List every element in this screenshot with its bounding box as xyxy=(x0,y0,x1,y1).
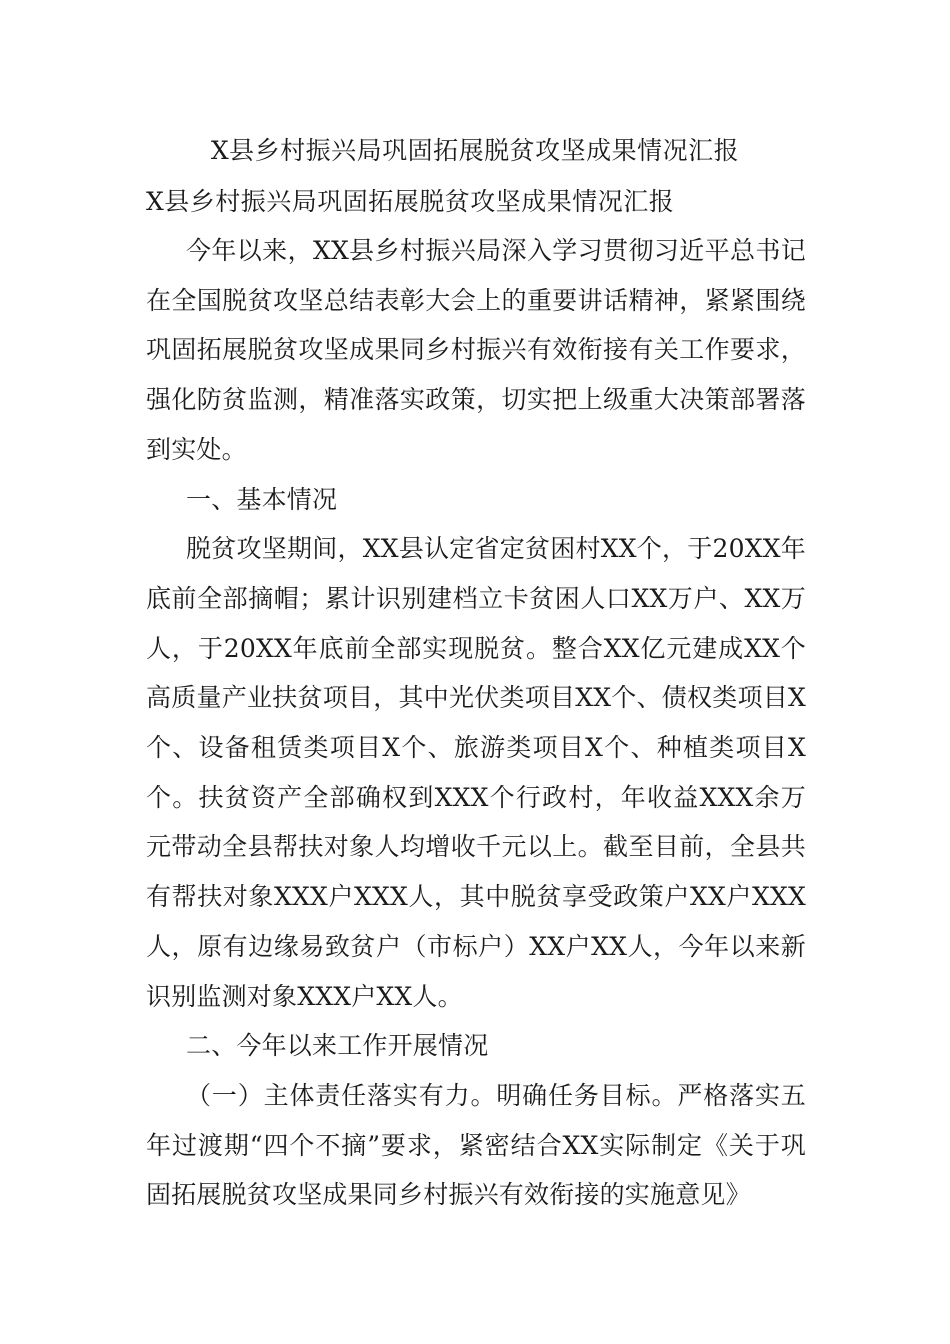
document-body xyxy=(146,226,806,1220)
document-title: X县乡村振兴局巩固拓展脱贫攻坚成果情况汇报 xyxy=(210,136,740,165)
section-heading-work: 二、今年以来工作开展情况 xyxy=(186,1031,489,1061)
document-subtitle: X县乡村振兴局巩固拓展脱贫攻坚成果情况汇报 xyxy=(146,187,675,216)
paragraph-basic-situation: 脱贫攻坚期间，XX县认定省定贫困村XX个，于20XX年底前全部摘帽；累计识别建档立卡贫困人口XX万户、XX万人，于20XX年底前全部实现脱贫。整合XX亿元建成XX个高质量产业扶贫项目，其中光伏类项目XX个、债权类项目X个、设备租赁类项目X个、旅游类项目X个、种植类项目X个。扶贫资产全部确权到XXX个行政村，年收益XXX余万元带动全县帮扶对象人均增收千元以上。截至目前，全县共有帮扶对象XXX户XXX人，其中脱贫享受政策户XX户XXX人，原有边缘易致贫户（市标户）XX户XX人，今年以来新识别监测对象XXX户XX人。 xyxy=(146,534,806,1011)
paragraph-responsibility: （一）主体责任落实有力。明确任务目标。严格落实五年过渡期“四个不摘”要求，紧密结合XX实际制定《关于巩固拓展脱贫攻坚成果同乡村振兴有效衔接的实施意见》 xyxy=(146,1080,806,1210)
paragraph-intro: 今年以来，XX县乡村振兴局深入学习贯彻习近平总书记在全国脱贫攻坚总结表彰大会上的重要讲话精神，紧紧围绕巩固拓展脱贫攻坚成果同乡村振兴有效衔接有关工作要求，强化防贫监测，精准落实政策，切实把上级重大决策部署落到实处。 xyxy=(146,236,806,464)
section-heading-basic: 一、基本情况 xyxy=(186,484,338,514)
